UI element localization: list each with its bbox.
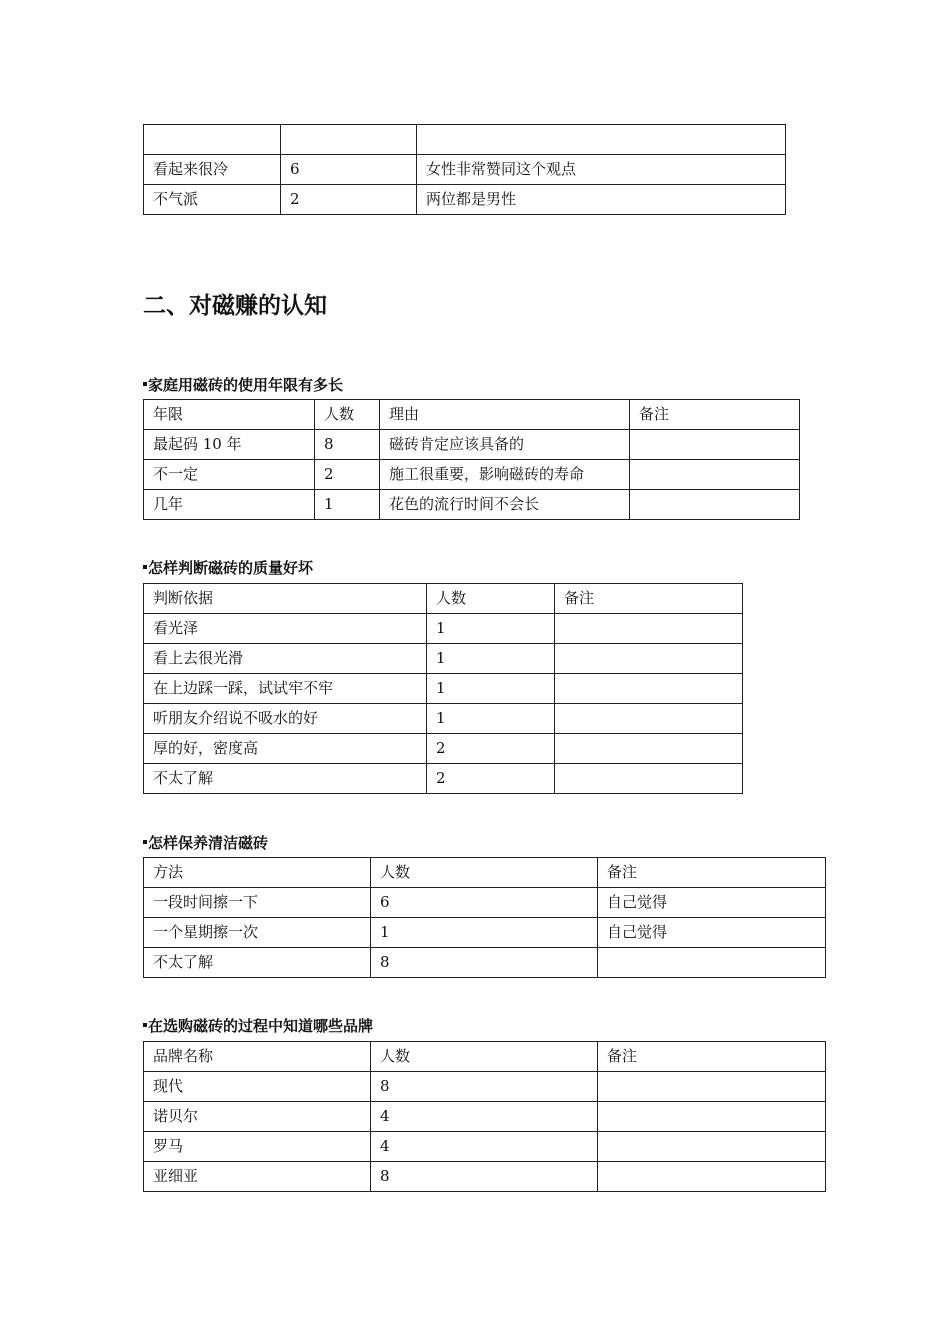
table-cell: 一个星期擦一次 bbox=[144, 918, 371, 948]
table-cell: 人数 bbox=[371, 858, 598, 888]
table-cell: 1 bbox=[427, 614, 555, 644]
table-cell: 1 bbox=[371, 918, 598, 948]
table-cell bbox=[555, 614, 743, 644]
table-row bbox=[144, 490, 800, 520]
table-cell bbox=[555, 674, 743, 704]
table-cell bbox=[555, 764, 743, 794]
table-cell: 判断依据 bbox=[144, 584, 427, 614]
table-row bbox=[144, 704, 743, 734]
section-title: 二、对磁赚的认知 bbox=[143, 293, 327, 319]
table-cell: 2 bbox=[281, 185, 417, 215]
table-cell: 2 bbox=[427, 764, 555, 794]
table-cell: 看起来很冷 bbox=[144, 155, 281, 185]
table-cell: 8 bbox=[371, 1162, 598, 1192]
table-cell: 不太了解 bbox=[144, 764, 427, 794]
table-cell: 在上边踩一踩，试试牢不牢 bbox=[144, 674, 427, 704]
table-cell bbox=[417, 125, 786, 155]
table-cleaning bbox=[143, 857, 826, 978]
table-cell: 诺贝尔 bbox=[144, 1102, 371, 1132]
table-row bbox=[144, 185, 786, 215]
table-row bbox=[144, 614, 743, 644]
table-cell: 品牌名称 bbox=[144, 1042, 371, 1072]
table-cell bbox=[555, 644, 743, 674]
table-cell bbox=[555, 704, 743, 734]
table-cell: 不太了解 bbox=[144, 948, 371, 978]
table-cell: 看光泽 bbox=[144, 614, 427, 644]
table-header-row bbox=[144, 400, 800, 430]
heading-quality: 怎样判断磁砖的质量好坏 bbox=[143, 557, 313, 578]
bullet-icon bbox=[143, 565, 147, 569]
table-row bbox=[144, 1072, 826, 1102]
table-cell: 看上去很光滑 bbox=[144, 644, 427, 674]
table-cell: 人数 bbox=[371, 1042, 598, 1072]
heading-brands: 在选购磁砖的过程中知道哪些品牌 bbox=[143, 1015, 373, 1036]
table-cell: 磁砖肯定应该具备的 bbox=[380, 430, 630, 460]
table-cell: 8 bbox=[371, 948, 598, 978]
table-cell: 女性非常赞同这个观点 bbox=[417, 155, 786, 185]
bullet-icon bbox=[143, 382, 147, 386]
table-cell: 几年 bbox=[144, 490, 315, 520]
table-cell bbox=[598, 1102, 826, 1132]
table-row bbox=[144, 1102, 826, 1132]
table-cell: 1 bbox=[315, 490, 380, 520]
table-cell: 备注 bbox=[598, 858, 826, 888]
table-row bbox=[144, 644, 743, 674]
table-row bbox=[144, 674, 743, 704]
table-cell bbox=[598, 1162, 826, 1192]
table-lifespan bbox=[143, 399, 800, 520]
table-cell: 听朋友介绍说不吸水的好 bbox=[144, 704, 427, 734]
table-cell: 1 bbox=[427, 644, 555, 674]
table-cell: 最起码 10 年 bbox=[144, 430, 315, 460]
table-cell: 1 bbox=[427, 674, 555, 704]
table-cell: 不气派 bbox=[144, 185, 281, 215]
table-cell: 6 bbox=[281, 155, 417, 185]
table-cell: 备注 bbox=[598, 1042, 826, 1072]
heading-cleaning: 怎样保养清洁磁砖 bbox=[143, 832, 268, 853]
table-cell: 花色的流行时间不会长 bbox=[380, 490, 630, 520]
table-cell: 4 bbox=[371, 1102, 598, 1132]
table-row bbox=[144, 1132, 826, 1162]
table-cell: 人数 bbox=[427, 584, 555, 614]
table-cell: 备注 bbox=[555, 584, 743, 614]
table-cell: 施工很重要，影响磁砖的寿命 bbox=[380, 460, 630, 490]
table-cell bbox=[630, 490, 800, 520]
table-row bbox=[144, 734, 743, 764]
table-row bbox=[144, 948, 826, 978]
table-cell: 8 bbox=[315, 430, 380, 460]
table-row bbox=[144, 155, 786, 185]
table-cell: 备注 bbox=[630, 400, 800, 430]
table-header-row bbox=[144, 858, 826, 888]
table-cell bbox=[630, 460, 800, 490]
table-cell: 自己觉得 bbox=[598, 918, 826, 948]
table-cell: 自己觉得 bbox=[598, 888, 826, 918]
table-cell: 一段时间擦一下 bbox=[144, 888, 371, 918]
table-cell: 2 bbox=[427, 734, 555, 764]
table-header-row bbox=[144, 584, 743, 614]
table-cell: 亚细亚 bbox=[144, 1162, 371, 1192]
heading-lifespan: 家庭用磁砖的使用年限有多长 bbox=[143, 374, 343, 395]
table-cell bbox=[598, 1132, 826, 1162]
table-row bbox=[144, 460, 800, 490]
table-cell: 方法 bbox=[144, 858, 371, 888]
table-row bbox=[144, 764, 743, 794]
table-quality bbox=[143, 583, 743, 794]
bullet-icon bbox=[143, 1023, 147, 1027]
table-cell: 现代 bbox=[144, 1072, 371, 1102]
table-cell: 年限 bbox=[144, 400, 315, 430]
table-row bbox=[144, 918, 826, 948]
table-cell: 6 bbox=[371, 888, 598, 918]
table-cell bbox=[630, 430, 800, 460]
table-brands bbox=[143, 1041, 826, 1192]
table-cell: 人数 bbox=[315, 400, 380, 430]
table-row bbox=[144, 1162, 826, 1192]
table-header-row bbox=[144, 1042, 826, 1072]
table-cell: 4 bbox=[371, 1132, 598, 1162]
table-cell: 2 bbox=[315, 460, 380, 490]
table-cell bbox=[598, 948, 826, 978]
table-row bbox=[144, 430, 800, 460]
table-cell bbox=[598, 1072, 826, 1102]
table-cell bbox=[555, 734, 743, 764]
table-cell: 罗马 bbox=[144, 1132, 371, 1162]
table-cell: 两位都是男性 bbox=[417, 185, 786, 215]
table-cell: 理由 bbox=[380, 400, 630, 430]
table-cell: 不一定 bbox=[144, 460, 315, 490]
table-cell: 8 bbox=[371, 1072, 598, 1102]
table-cell: 厚的好，密度高 bbox=[144, 734, 427, 764]
bullet-icon bbox=[143, 840, 147, 844]
table-cell bbox=[144, 125, 281, 155]
table-cell: 1 bbox=[427, 704, 555, 734]
table-cell bbox=[281, 125, 417, 155]
table-row bbox=[144, 888, 826, 918]
table-continued bbox=[143, 124, 786, 215]
table-row bbox=[144, 125, 786, 155]
